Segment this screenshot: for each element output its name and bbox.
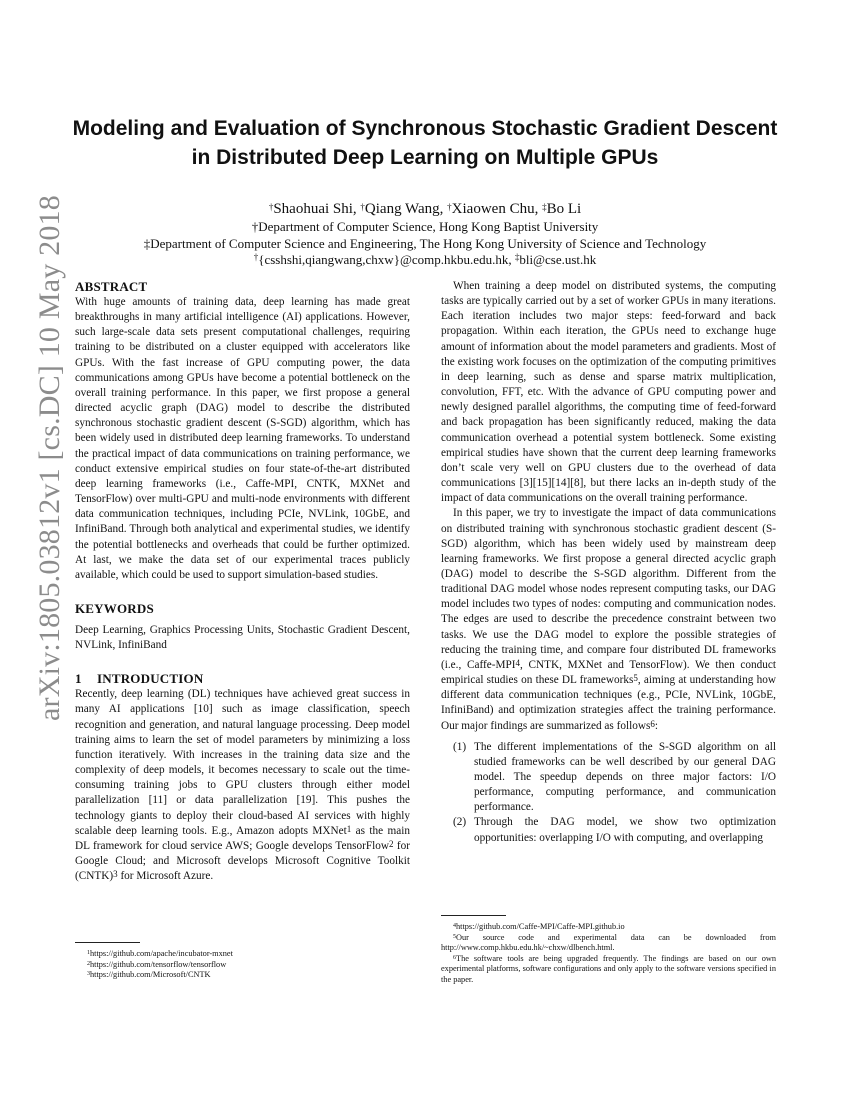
footnote: [75, 970, 410, 981]
footnote-rule: [441, 915, 506, 916]
intro-paragraph-2: When training a deep model on distributed systems, the computing tasks are typically carried out by a set of worker GPUs in many iterations. Each iteration includes two major steps: feed-forward and back propagation. Within each iteration, the GPUs need to exchange huge amount of information about the model parameters and gradients. Most of the existing work focuses on the optimization of the computing primitives in deep learning, such as dense and sparse matrix multiplication, convolution, FFT, etc. With the advance of GPU computing power and newly designed parallel algorithms, the computing time of feed-forward and back propagation has been significantly reduced, making the data communication overhead a potential system bottleneck. Some existing empirical studies have shown that the current deep learning frameworks don’t scale very well on GPU clusters due to the overhead of data communications [3][15][14][8], but there lacks an in-depth study of the impact of data communications on the overall training performance.: [441, 280, 776, 505]
footnote-number: 6: [453, 954, 456, 961]
text-run: for Google Cloud; and Microsoft develops Microsoft Cognitive Toolkit (CNTK): [75, 839, 410, 883]
author-mark: †: [268, 202, 274, 212]
author-mark: ‡: [542, 202, 547, 212]
author-name: Xiaowen Chu,: [451, 201, 543, 217]
email-hkust: bli@cse.ust.hk: [519, 252, 597, 267]
right-column: [441, 279, 776, 846]
footnote-number: 1: [87, 950, 90, 956]
footnote-rule: [75, 942, 140, 943]
author-mark: ‡: [514, 252, 520, 262]
email-hkbu: {csshshi,qiangwang,chxw}@comp.hkbu.edu.hk,: [258, 252, 515, 267]
text-run: for Microsoft Azure.: [117, 870, 214, 883]
intro-paragraph-3: [441, 506, 776, 733]
list-item: [441, 740, 776, 816]
arxiv-identifier: arXiv:1805.03812v1 [cs.DC] 10 May 2018: [33, 195, 66, 721]
footnote-ref: 2: [389, 838, 394, 849]
text-run: In this paper, we try to investigate the impact of data communications on distributed training with synchronous stochastic gradient descent (S-SGD) algorithm, which has been widely used by mainstream deep learning frameworks. We first propose a general directed acyclic graph (DAG) model to describe the S-SGD algorithm. Different from the traditional DAG model whose nodes represent computing tasks, our DAG model includes two types of nodes: computing and communication nodes. The edges are used to describe the precedence constraint between two tasks. We use the DAG model to explore the possible strategies of reducing the training time, and compare four distributed DL frameworks (i.e., Caffe-MPI: [441, 507, 776, 671]
abstract-text: With huge amounts of training data, deep learning has made great breakthroughs in many artificial intelligence (AI) applications. However, such large-scale data sets present computational challenges, requiring training to be distributed on a cluster equipped with accelerators like GPUs. With the fast increase of GPU computing power, the data communications among GPUs have become a potential bottleneck on the overall training performance. In this paper, we first propose a general directed acyclic graph (DAG) model to describe the distributed synchronous stochastic gradient descent (S-SGD) algorithm, which has been widely used in distributed deep learning frameworks. To understand the practical impact of data communications on training performance, we conduct extensive empirical studies on four state-of-the-art distributed deep learning frameworks (i.e., Caffe-MPI, CNTK, MXNet and TensorFlow) over multi-GPU and multi-node environments with different data communication techniques, including PCIe, NVLink, 10GbE, and InfiniBand. Through both analytical and experimental studies, we identify the potential bottlenecks and overheads that could be further optimized. At last, we make the data set of our experimental traces publicly available, which could be used to support simulation-based studies.: [75, 296, 410, 581]
footnote: [441, 922, 776, 933]
author-emails: [70, 251, 780, 268]
footnote-text: https://github.com/apache/incubator-mxnet: [90, 949, 233, 958]
footnote-ref: 6: [650, 718, 655, 729]
footnote-number: 2: [87, 960, 90, 967]
text-run: , aiming at understanding how different data communication techniques (e.g., PCIe, NVLink, 10GbE, InfiniBand) and optimization strategies affect the training performance. Our major findings are summarized as follows: [441, 674, 776, 732]
footnote: [75, 949, 410, 960]
list-number: (2): [453, 816, 467, 829]
author-name: Qiang Wang,: [364, 201, 448, 217]
list-number: (1): [453, 740, 467, 753]
text-run: Recently, deep learning (DL) techniques have achieved great success in many AI applications [10] such as image classification, speech recognition and generation, and natural language processing. Deep model training aims to learn the set of model parameters by minimizing a loss function iteratively. With increases in the training data size and the complexity of deep models, it becomes necessary to scale out the time-consuming training jobs to GPU clusters through either model parallelization [11] or data parallelization [19]. This pushes the technology giants to deploy their cloud-based AI services with highly scalable deep learning tools. E.g., Amazon adopts MXNet: [75, 688, 410, 837]
list-item: [441, 815, 776, 845]
footnote-ref: 5: [633, 673, 638, 684]
footnotes-left: [75, 942, 410, 981]
footnote: [441, 954, 776, 986]
footnote-number: 3: [87, 971, 90, 978]
affiliation-hkust: ‡Department of Computer Science and Engineering, The Hong Kong University of Science and Technology: [143, 236, 707, 251]
footnotes-right: [441, 915, 776, 986]
introduction-heading: [75, 671, 410, 687]
footnote-text: The software tools are being upgraded frequently. The findings are based on our own experimental platforms, software configurations and only apply to the software versions specified in the paper.: [441, 953, 776, 984]
intro-paragraph-1: [75, 687, 410, 884]
footnote-ref: 3: [113, 869, 118, 880]
list-text: The different implementations of the S-SGD algorithm on all studied frameworks can be well described by our general DAG model. The speedup depends on three major factors: I/O performance, computing performance, and communication performance.: [474, 740, 776, 814]
footnote-text: https://github.com/tensorflow/tensorflow: [90, 959, 227, 969]
keywords-text: Deep Learning, Graphics Processing Units, Stochastic Gradient Descent, NVLink, InfiniBand: [75, 623, 410, 652]
author-name: Bo Li: [546, 201, 582, 217]
text-run: , CNTK, MXNet and TensorFlow). We then conduct empirical studies on these DL frameworks: [441, 658, 776, 687]
left-column: [75, 279, 410, 884]
author-list: [70, 199, 780, 219]
footnote-ref: 1: [346, 823, 352, 834]
abstract-heading: ABSTRACT: [75, 279, 148, 294]
footnote-text: https://github.com/Caffe-MPI/Caffe-MPI.github.io: [456, 922, 625, 931]
text-run: as the main DL framework for cloud service AWS; Google develops TensorFlow: [75, 824, 410, 852]
footnote-number: 5: [453, 933, 456, 940]
footnote-text: https://github.com/Microsoft/CNTK: [90, 970, 211, 980]
list-text: Through the DAG model, we show two optimization opportunities: overlapping I/O with computing, and overlapping: [474, 816, 776, 844]
footnote: [75, 960, 410, 971]
footnote: [441, 933, 776, 954]
paper-title: Modeling and Evaluation of Synchronous Stochastic Gradient Descent in Distributed Deep Learning on Multiple GPUs: [72, 117, 778, 169]
author-mark: †: [253, 252, 259, 262]
section-title: INTRODUCTION: [97, 671, 204, 687]
keywords-heading: KEYWORDS: [75, 600, 154, 616]
author-mark: †: [447, 202, 452, 212]
section-number: 1: [75, 671, 82, 687]
footnote-ref: 4: [515, 657, 521, 668]
findings-list: [441, 740, 776, 846]
footnote-number: 4: [453, 923, 456, 929]
text-run: :: [654, 719, 658, 732]
author-name: Shaohuai Shi,: [273, 201, 361, 217]
author-mark: †: [360, 202, 365, 212]
affiliation-hkbu: †Department of Computer Science, Hong Kong Baptist University: [251, 219, 599, 234]
footnote-text: Our source code and experimental data can be downloaded from http://www.comp.hkbu.edu.hk/~chxw/dlbench.html.: [441, 932, 776, 953]
